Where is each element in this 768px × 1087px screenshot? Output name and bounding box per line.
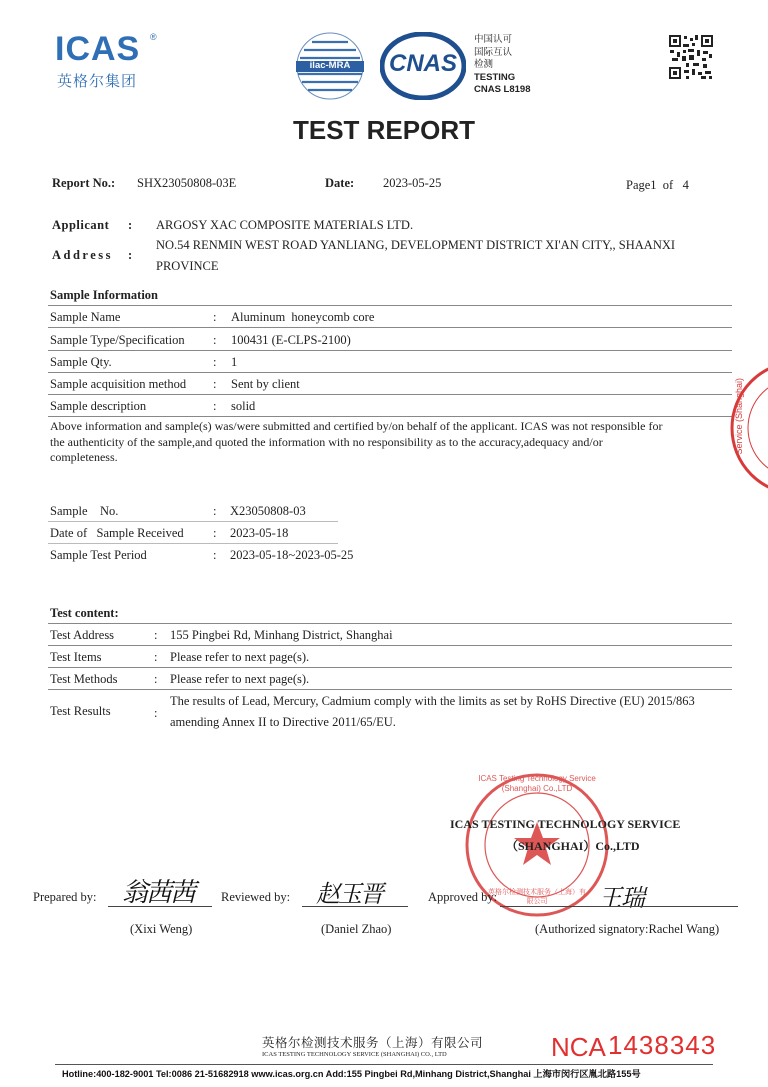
table-colon: : — [154, 706, 158, 720]
seal-text-cn: 英格尔检测技术服务（上海）有限公司 — [488, 888, 586, 905]
table-line — [48, 305, 732, 306]
date-received-label: Date of Sample Received — [50, 526, 184, 540]
detail-colon: : — [213, 504, 217, 518]
approved-by-label: Approved by: — [428, 890, 498, 904]
table-colon: : — [213, 333, 217, 347]
side-seal-text: Service (Shanghai) — [734, 378, 744, 455]
applicant-value: ARGOSY XAC COMPOSITE MATERIALS LTD. — [156, 218, 414, 232]
sample-info-heading: Sample Information — [50, 288, 158, 302]
page-indicator: Page1 of 4 — [626, 178, 689, 192]
page-title: TEST REPORT — [292, 115, 475, 145]
prepared-sig-line — [108, 906, 212, 907]
address-colon: : — [128, 248, 133, 262]
footer-company-en: ICAS TESTING TECHNOLOGY SERVICE (SHANGHAI) CO., LTD — [262, 1051, 447, 1058]
cnas-logo-text: CNAS — [388, 50, 457, 77]
test-methods-value: Please refer to next page(s). — [170, 672, 310, 686]
table-colon: : — [213, 399, 217, 413]
date-received-value: 2023-05-18 — [230, 526, 289, 540]
table-colon: : — [213, 310, 217, 324]
cnas-cn-line-1: 中国认可 — [474, 34, 513, 45]
applicant-label: Applicant — [52, 218, 110, 232]
test-methods-label: Test Methods — [50, 672, 118, 686]
company-name-line-2: （SHANGHAI）Co.,LTD — [506, 839, 640, 853]
cnas-cn-line-3: 检测 — [474, 59, 494, 70]
approved-sig-line — [500, 906, 738, 907]
table-colon: : — [213, 355, 217, 369]
icas-logo-cn: 英格尔集团 — [57, 73, 138, 90]
prepared-name: (Xixi Weng) — [130, 922, 193, 936]
test-results-line-2: amending Annex II to Directive 2011/65/EU. — [170, 715, 396, 729]
report-no-value: SHX23050808-03E — [137, 176, 237, 190]
report-no-label: Report No.: — [52, 176, 116, 190]
sample-name-label: Sample Name — [50, 310, 121, 324]
test-period-value: 2023-05-18~2023-05-25 — [230, 548, 354, 562]
sample-acquisition-label: Sample acquisition method — [50, 377, 187, 391]
sample-type-label: Sample Type/Specification — [50, 333, 185, 347]
table-line — [48, 623, 732, 624]
approved-signature: 王瑞 — [598, 886, 644, 912]
applicant-colon: : — [128, 218, 133, 232]
report-date-label: Date: — [325, 176, 355, 190]
table-line — [48, 372, 732, 373]
sample-no-value: X23050808-03 — [230, 504, 306, 518]
disclaimer-text — [50, 419, 663, 466]
prepared-by-label: Prepared by: — [33, 890, 97, 904]
cnas-accreditation-text — [474, 34, 531, 97]
sample-no-label: Sample No. — [50, 504, 119, 518]
cnas-testing-label: TESTING — [474, 71, 516, 83]
icas-logo-text: ICAS — [55, 30, 141, 68]
detail-colon: : — [213, 526, 217, 540]
footer-rule — [55, 1064, 713, 1065]
test-items-value: Please refer to next page(s). — [170, 650, 310, 664]
table-colon: : — [213, 377, 217, 391]
nca-number: 1438343 — [608, 1030, 717, 1060]
disclaimer-line-1: Above information and sample(s) was/were submitted and certified by/on behalf of the applicant. ICAS was not responsible for — [50, 419, 663, 433]
address-label: Address — [52, 248, 114, 262]
icas-registered-mark: ® — [150, 32, 157, 42]
footer-contact: Hotline:400-182-9001 Tel:0086 21-51682918 www.icas.org.cn Add:155 Pingbei Rd,Minhang District,Shanghai 上海市闵行区胤北路155号 — [62, 1069, 641, 1079]
sample-qty-label: Sample Qty. — [50, 355, 112, 369]
icas-logo — [55, 30, 165, 90]
reviewed-by-label: Reviewed by: — [221, 890, 291, 904]
table-colon: : — [154, 628, 158, 642]
table-colon: : — [154, 650, 158, 664]
detail-line — [48, 521, 338, 522]
test-period-label: Sample Test Period — [50, 548, 147, 562]
approved-name: (Authorized signatory:Rachel Wang) — [535, 922, 720, 936]
test-address-label: Test Address — [50, 628, 115, 642]
test-address-value: 155 Pingbei Rd, Minhang District, Shanghai — [170, 628, 393, 642]
test-results-line-1: The results of Lead, Mercury, Cadmium comply with the limits as set by RoHS Directive (EU) 2015/863 — [170, 694, 695, 708]
footer-company-cn: 英格尔检测技术服务（上海）有限公司 — [262, 1036, 484, 1050]
disclaimer-line-2: the authenticity of the sample,and quoted the information with no responsibility as to the accuracy,adequacy and/or — [50, 434, 603, 449]
seal-text: ICAS Testing Technology Service (Shanghai) Co.,LTD — [478, 774, 596, 793]
table-colon: : — [154, 672, 158, 686]
table-line — [48, 327, 732, 328]
nca-label: NCA — [551, 1032, 606, 1062]
test-content-heading: Test content: — [50, 606, 119, 620]
table-line — [48, 394, 732, 395]
test-items-label: Test Items — [50, 650, 102, 664]
qr-code-icon — [668, 34, 714, 80]
sample-description-label: Sample description — [50, 399, 147, 413]
table-line — [48, 416, 732, 417]
cnas-logo — [380, 32, 466, 100]
table-line — [48, 667, 732, 668]
table-line — [48, 645, 732, 646]
address-line-1: NO.54 RENMIN WEST ROAD YANLIANG, DEVELOPMENT DISTRICT XI'AN CITY,, SHAANXI — [156, 238, 676, 252]
cnas-cn-line-2: 国际互认 — [474, 46, 513, 58]
reviewed-signature: 赵玉晋 — [316, 882, 382, 908]
table-line — [48, 689, 732, 690]
ilac-mra-logo — [294, 30, 366, 102]
reviewed-name: (Daniel Zhao) — [321, 922, 392, 936]
detail-colon: : — [213, 548, 217, 562]
reviewed-sig-line — [302, 906, 408, 907]
sample-type-value: 100431 (E-CLPS-2100) — [231, 333, 351, 347]
address-line-2: PROVINCE — [156, 259, 219, 273]
company-name-line-1: ICAS TESTING TECHNOLOGY SERVICE — [450, 817, 681, 831]
disclaimer-line-3: completeness. — [50, 450, 118, 464]
sample-name-value: Aluminum honeycomb core — [231, 310, 375, 324]
test-results-label: Test Results — [50, 704, 111, 718]
cnas-code: CNAS L8198 — [474, 84, 531, 95]
prepared-signature: 翁茜茜 — [122, 878, 195, 907]
side-seal-icon — [728, 358, 768, 498]
table-line — [48, 350, 732, 351]
sample-acquisition-value: Sent by client — [231, 377, 300, 391]
ilac-mra-text: ilac-MRA — [309, 60, 351, 71]
detail-line — [48, 543, 338, 544]
report-date-value: 2023-05-25 — [383, 176, 442, 190]
sample-qty-value: 1 — [231, 355, 238, 369]
sample-description-value: solid — [231, 399, 256, 413]
